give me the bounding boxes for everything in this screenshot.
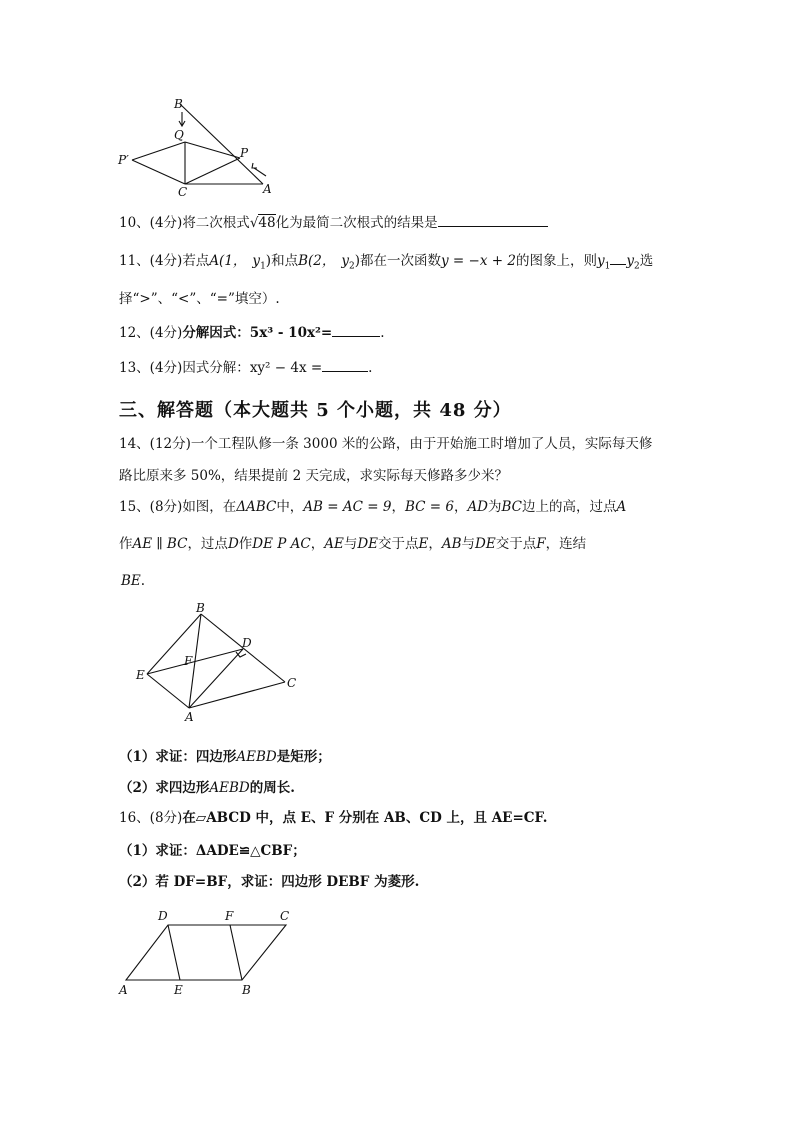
answer-blank-10[interactable] [438, 212, 548, 227]
label-a: A [119, 983, 128, 997]
label-f: F [184, 654, 193, 668]
question-14-line1: 14、(12分)一个工程队修一条 3000 米的公路，由于开始施工时增加了人员，实际每天修 [119, 436, 653, 452]
question-15-line1: 15、(8分)如图，在ΔABC中，AB = AC = 9，BC = 6，AD为BC边上的高，过点A [119, 499, 627, 515]
answer-blank-12[interactable] [332, 322, 380, 337]
figure-rectangle-aebd [130, 600, 300, 725]
label-c: C [287, 676, 297, 690]
segment-be [147, 614, 201, 674]
question-15-sub1: （1）求证：四边形AEBD是矩形； [119, 749, 331, 765]
question-14-line2: 路比原来多 50%，结果提前 2 天完成，求实际每天修路多少米？ [119, 468, 508, 484]
segment-p1c [132, 160, 185, 184]
question-11-line2: 择“>”、“<”、“=”填空）. [119, 291, 280, 307]
segment-fb [230, 925, 242, 980]
label-c: C [178, 185, 188, 198]
section-title: 三、解答题（本大题共 5 个小题，共 48 分） [119, 400, 512, 421]
label-a: A [263, 182, 272, 196]
question-15-sub2: （2）求四边形AEBD的周长. [119, 780, 295, 796]
segment-ea [147, 674, 189, 708]
segment-qp [185, 142, 240, 158]
segment-cp [185, 158, 240, 184]
right-angle-mark [236, 652, 246, 657]
question-13: 13、(4分)因式分解：xy² − 4x = . [119, 357, 372, 378]
label-d: D [242, 636, 252, 650]
segment-de [168, 925, 180, 980]
label-b: B [196, 601, 205, 615]
answer-blank-11[interactable] [610, 250, 626, 265]
parallelogram [126, 925, 286, 980]
question-15-line2: 作AE ∥ BC，过点D作DE P AC，AE与DE交于点E，AB与DE交于点F，连结 [119, 536, 587, 552]
label-q: Q [174, 128, 184, 142]
segment-ad [189, 649, 243, 708]
answer-blank-13[interactable] [322, 357, 368, 372]
label-b: B [242, 983, 251, 997]
label-e: E [136, 668, 145, 682]
figure-moving-points [110, 92, 280, 198]
label-p: P [240, 146, 249, 160]
question-15-line3: BE. [121, 573, 146, 589]
radicand: 48 [258, 215, 276, 231]
question-16-sub2: （2）若 DF=BF，求证：四边形 DEBF 为菱形. [119, 874, 420, 890]
label-e: E [174, 983, 183, 997]
figure-parallelogram-abcd [112, 905, 302, 1000]
question-12: 12、(4分)分解因式：5x³ - 10x²= . [119, 322, 385, 343]
question-16: 16、(8分)在▱ABCD 中，点 E、F 分别在 AB、CD 上，且 AE=CF. [119, 810, 548, 826]
label-p-prime: P′ [118, 153, 129, 167]
segment-p1q [132, 142, 185, 160]
question-10: 10、(4分)将二次根式√48化为最简二次根式的结果是 [119, 212, 548, 233]
label-f: F [225, 909, 234, 923]
segment-ed [147, 649, 243, 674]
label-b: B [174, 97, 183, 111]
label-d: D [158, 909, 168, 923]
arrow-up [254, 168, 266, 176]
label-c: C [280, 909, 290, 923]
question-16-sub1: （1）求证：ΔADE≌△CBF； [119, 843, 306, 859]
segment-ac [189, 682, 285, 708]
label-a: A [185, 710, 194, 724]
question-11: 11、(4分)若点A(1， $y_1$)和点B(2， $y_2$)都在一次函数y = −x + 2的图象上，则$y_1$ $y_2$选 [119, 250, 653, 277]
